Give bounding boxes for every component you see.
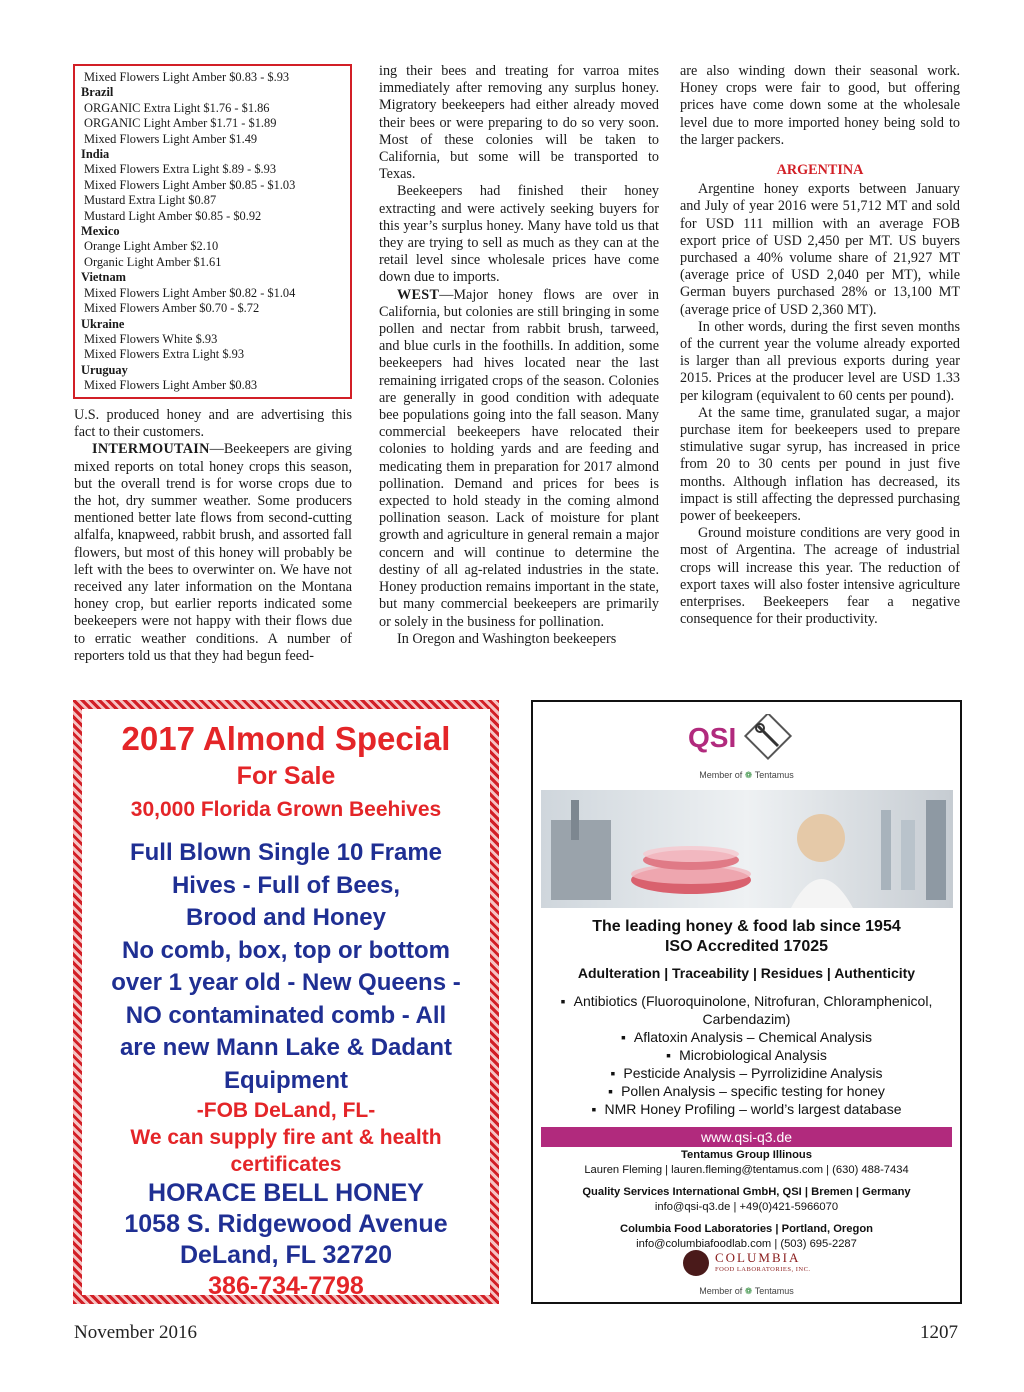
- contact-title: Columbia Food Laboratories | Portland, Oregon: [620, 1223, 873, 1235]
- paragraph: In Oregon and Washington beekeepers: [397, 630, 617, 647]
- ad-supply-line: We can supply fire ant & health: [130, 1126, 442, 1149]
- tentamus-icon: ❁: [744, 1286, 753, 1296]
- country-name: Uruguay: [81, 362, 128, 377]
- list-item: ▪ Antibiotics (Fluoroquinolone, Nitrofuran, Chloramphenicol, Carbendazim): [541, 992, 952, 1028]
- ad-title: 2017 Almond Special: [121, 720, 451, 757]
- ad-desc-line: over 1 year old - New Queens -: [111, 969, 461, 996]
- price-item: ORGANIC Light Amber $1.71 - $1.89: [84, 116, 277, 131]
- price-item: Mustard Extra Light $0.87: [84, 193, 217, 208]
- ad-supply-line: certificates: [230, 1153, 342, 1176]
- price-item: Mixed Flowers Amber $0.70 - $.72: [84, 301, 260, 316]
- ad-desc-line: Hives - Full of Bees,: [171, 871, 401, 899]
- country-name: Mexico: [81, 224, 120, 239]
- price-item: ORGANIC Extra Light $1.76 - $1.86: [84, 100, 270, 115]
- price-item: Mixed Flowers Light Amber $0.85 - $1.03: [84, 177, 296, 192]
- paragraph: [74, 441, 352, 665]
- country-name: Vietnam: [81, 270, 126, 285]
- contact-line: info@qsi-q3.de | +49(0)421-5966070: [654, 1201, 839, 1213]
- country-name: India: [81, 147, 110, 162]
- paragraph: At the same time, granulated sugar, a major purchase item for beekeepers used to prepare stimulative sugar syrup, has increased in price from 20 to 30 cents per pound in just five months. Although inflation has decreased, its impact is still affecting the depressed purchasing power of beekeepers.: [680, 404, 960, 525]
- member-label: Member of: [699, 1286, 743, 1296]
- contact-line: info@columbiafoodlab.com | (503) 695-2287: [636, 1238, 857, 1250]
- contact-line: Lauren Fleming | lauren.fleming@tentamus.com | (630) 488-7434: [584, 1164, 909, 1176]
- lab-photo-image: [541, 790, 953, 908]
- member-brand: Tentamus: [754, 770, 794, 780]
- member-of-line: [533, 1286, 960, 1297]
- article-column-1: [74, 407, 352, 665]
- ad-desc-line: No comb, box, top or bottom: [122, 936, 450, 964]
- price-item: Mixed Flowers Light Amber $0.82 - $1.04: [84, 285, 296, 300]
- ad-fob: -FOB DeLand, FL-: [196, 1099, 376, 1122]
- list-item: ▪ Microbiological Analysis: [541, 1046, 952, 1064]
- ad-desc-line: Brood and Honey: [185, 904, 386, 931]
- country-name: Brazil: [81, 85, 114, 100]
- ad-desc-line: Full Blown Single 10 Frame: [129, 839, 443, 866]
- article-column-3: [680, 63, 960, 629]
- ad-for-sale: For Sale: [236, 762, 336, 790]
- list-item: ▪ Pesticide Analysis – Pyrrolizidine Analysis: [541, 1064, 952, 1082]
- columbia-logo: [683, 1250, 833, 1280]
- columbia-name: COLUMBIA: [715, 1250, 801, 1265]
- paragraph: Beekeepers had finished their honey extracting and were actively seeking buyers for this year’s surplus honey. Many have told us that they are trying to sell as much as they can at the retail level since wholesale prices have come down due to imports.: [379, 183, 659, 286]
- paragraph: In other words, during the first seven months of the current year the volume already exported is larger than all previous exports during year 2015. Prices at the producer level are USD 1.33 per kilogram (equivalent to 60 cents per pound).: [680, 318, 960, 404]
- issue-date: November 2016: [74, 1322, 197, 1343]
- ad-phone: 386-734-7798: [208, 1272, 364, 1300]
- ad-desc-line: NO contaminated comb - All: [125, 1001, 447, 1029]
- ad-company: HORACE BELL HONEY: [148, 1179, 424, 1207]
- list-item: ▪ Pollen Analysis – specific testing for honey: [541, 1082, 952, 1100]
- price-item: Mixed Flowers Light Amber $0.83: [84, 378, 258, 393]
- price-item: Mixed Flowers Extra Light $.89 - $.93: [84, 162, 277, 177]
- paragraph: ing their bees and treating for varroa mites immediately after removing any surplus honey. Migratory beekeepers had either already moved their bees or were preparing to do so very soon. Most of these colonies will be taken to California, but some will be transported to Texas.: [379, 63, 659, 183]
- contact-title: Tentamus Group Illinous: [681, 1149, 812, 1161]
- qsi-logo-text: QSI: [688, 722, 737, 753]
- almond-special-ad: [73, 700, 499, 1304]
- region-lead: INTERMOUTAIN: [92, 441, 210, 458]
- price-item: Mustard Light Amber $0.85 - $0.92: [84, 208, 262, 223]
- region-lead: WEST: [397, 286, 440, 303]
- contact-list: [541, 1148, 952, 1252]
- section-heading: ARGENTINA: [776, 162, 864, 179]
- country-name: Ukraine: [81, 316, 125, 331]
- ad-desc-line: are new Mann Lake & Dadant: [119, 1034, 453, 1061]
- price-item: Mixed Flowers White $.93: [84, 331, 218, 346]
- member-label: Member of: [699, 770, 743, 780]
- page-number: 1207: [920, 1322, 958, 1343]
- paragraph: Ground moisture conditions are very good in most of Argentina. The acreage of industrial crops will increase this year. The reduction of export taxes will also foster intensive agriculture enterprises. Beekeepers fear a negative consequence for their productivity.: [680, 525, 960, 628]
- member-brand: Tentamus: [754, 1286, 794, 1296]
- tentamus-icon: ❁: [744, 770, 753, 780]
- price-item: Organic Light Amber $1.61: [84, 254, 222, 269]
- analysis-list: [541, 992, 952, 1118]
- ad-address: DeLand, FL 32720: [179, 1241, 393, 1269]
- paragraph: [379, 287, 659, 631]
- article-column-2: [379, 63, 659, 648]
- ad-headline: [533, 917, 960, 957]
- member-of-line: [533, 770, 960, 781]
- paragraph: U.S. produced honey and are advertising this fact to their customers.: [74, 407, 352, 441]
- paragraph-body: —Beekeepers are giving mixed reports on total honey crops this season, but the overall trend is for worse crops due to the hot, dry summer weather. Some producers mentioned better late flows from second-cutting alfalfa, knapweed, rabbit brush, and assorted fall flowers, but most of this honey will probably be left with the bees to overwinter on. We have not received any later information on the Montana honey crop, but earlier reports indicated some beekeepers were not happy with their flows due to erratic weather conditions. A number of reporters told us that they had begun feed-: [74, 441, 352, 664]
- price-item: Mixed Flowers Light Amber $0.83 - $.93: [84, 70, 290, 84]
- ad-desc-line: Equipment: [224, 1066, 348, 1094]
- paragraph-body: —Major honey flows are over in California, but colonies are still bringing in some pollen and nectar from rabbit brush, tarweed, and blue curls in the foothills. In addition, some beekeepers had hives located near the last remaining irrigated crops of the season. Colonies are generally in good condition with adequate bee populations going into the fall season. Many commercial beekeepers have relocated their colonies to holding yards and are feeding and medicating them in preparation for 2017 almond pollination. Demand and prices for bees is expected to hold steady in the coming almond pollination season. Lack of moisture for plant growth and agriculture in general remain a major concern and will continue to determine the destiny of all ag-related industries in the state. Honey production remains important in the state, but many commercial beekeepers are primarily or solely in the business for pollination.: [379, 286, 659, 630]
- qsi-lab-ad: [531, 700, 962, 1304]
- list-item: ▪ NMR Honey Profiling – world’s largest database: [541, 1100, 952, 1118]
- contact-title: Quality Services International GmbH, QSI | Bremen | Germany: [582, 1186, 911, 1198]
- ad-hive-count: 30,000 Florida Grown Beehives: [130, 798, 442, 821]
- price-item: Mixed Flowers Light Amber $1.49: [84, 131, 258, 146]
- ad-headline-2: ISO Accredited 17025: [664, 938, 829, 955]
- list-item: ▪ Aflatoxin Analysis – Chemical Analysis: [541, 1028, 952, 1046]
- paragraph: Argentine honey exports between January and July of year 2016 were 51,712 MT and sold for USD 111 million with an average FOB export price of USD 2,450 per MT. US buyers purchased a 40% volume share of 21,927 MT (average price of USD 2,040 per MT), while German buyers purchased 28% or 13,100 MT (average price of USD 2,360 MT).: [680, 181, 960, 318]
- price-item: Mixed Flowers Extra Light $.93: [84, 347, 245, 362]
- website-link[interactable]: www.qsi-q3.de: [541, 1127, 952, 1147]
- columbia-sub: FOOD LABORATORIES, INC.: [715, 1266, 811, 1273]
- columbia-mark-icon: [683, 1250, 709, 1276]
- qsi-logo: [688, 714, 798, 764]
- ad-tagline: Adulteration | Traceability | Residues | Authenticity: [577, 965, 916, 981]
- ad-headline-1: The leading honey & food lab since 1954: [592, 918, 901, 935]
- paragraph: are also winding down their seasonal work. Honey crops were fair to good, but offering prices have come down some at the wholesale level due to more imported honey being sold to the larger packers.: [680, 63, 960, 148]
- ad-address: 1058 S. Ridgewood Avenue: [124, 1210, 448, 1238]
- price-item: Orange Light Amber $2.10: [84, 239, 219, 254]
- price-box: [73, 64, 352, 399]
